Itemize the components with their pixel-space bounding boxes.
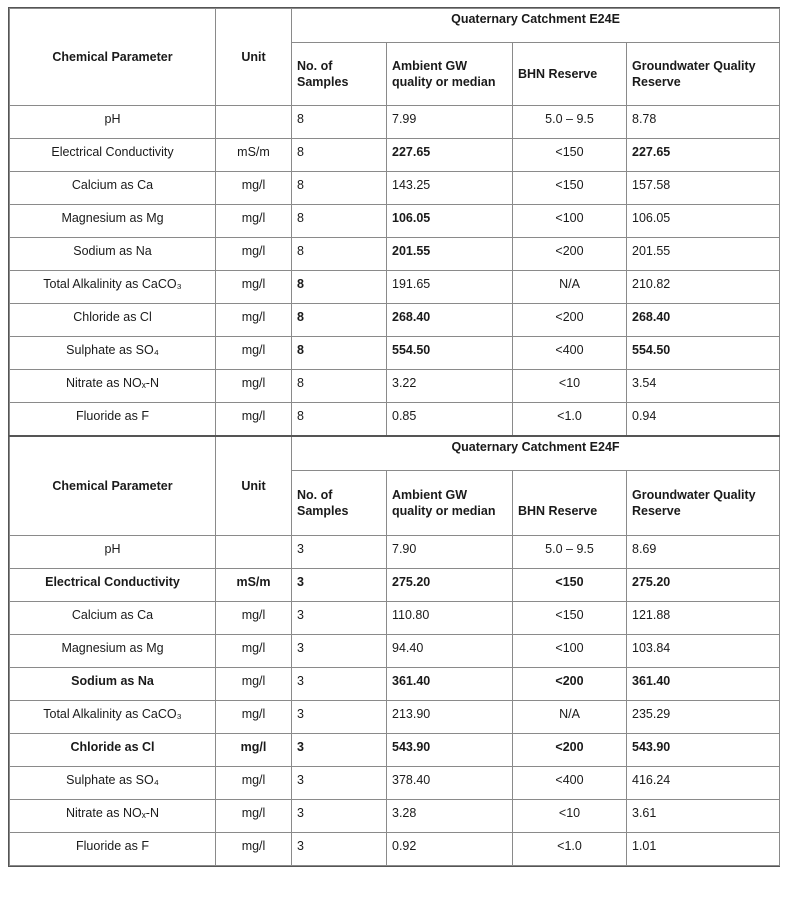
cell-ambient: 7.90 [387, 536, 513, 569]
cell-bhn: <100 [513, 635, 627, 668]
column-header-ambient: Ambient GW quality or median [387, 43, 513, 106]
cell-bhn: <1.0 [513, 833, 627, 866]
cell-samples: 3 [292, 536, 387, 569]
cell-bhn: <1.0 [513, 403, 627, 437]
table-row [10, 337, 780, 370]
cell-samples: 3 [292, 767, 387, 800]
cell-unit: mg/l [216, 304, 292, 337]
cell-ambient: 275.20 [387, 569, 513, 602]
cell-parameter: Magnesium as Mg [10, 205, 216, 238]
cell-parameter: Total Alkalinity as CaCO₃ [10, 271, 216, 304]
cell-parameter: Chloride as Cl [10, 734, 216, 767]
cell-parameter: Nitrate as NOₓ-N [10, 800, 216, 833]
column-header-bhn: BHN Reserve [513, 43, 627, 106]
cell-gwq: 0.94 [627, 403, 780, 437]
table-row [10, 602, 780, 635]
cell-samples: 8 [292, 106, 387, 139]
table-row [10, 205, 780, 238]
cell-bhn: <10 [513, 370, 627, 403]
table-row [10, 238, 780, 271]
cell-gwq: 543.90 [627, 734, 780, 767]
cell-unit: mg/l [216, 602, 292, 635]
cell-gwq: 361.40 [627, 668, 780, 701]
cell-unit: mg/l [216, 205, 292, 238]
cell-unit: mS/m [216, 569, 292, 602]
cell-bhn: <200 [513, 304, 627, 337]
cell-bhn: <150 [513, 602, 627, 635]
table-row [10, 304, 780, 337]
cell-unit: mg/l [216, 734, 292, 767]
cell-ambient: 554.50 [387, 337, 513, 370]
cell-parameter: Total Alkalinity as CaCO₃ [10, 701, 216, 734]
cell-parameter: Electrical Conductivity [10, 139, 216, 172]
cell-parameter: pH [10, 536, 216, 569]
cell-bhn: <100 [513, 205, 627, 238]
cell-gwq: 201.55 [627, 238, 780, 271]
cell-ambient: 3.28 [387, 800, 513, 833]
table-row [10, 833, 780, 866]
cell-ambient: 94.40 [387, 635, 513, 668]
column-header-parameter: Chemical Parameter [10, 436, 216, 536]
cell-unit [216, 106, 292, 139]
catchment-title: Quaternary Catchment E24E [292, 9, 780, 43]
cell-unit: mg/l [216, 172, 292, 205]
cell-ambient: 7.99 [387, 106, 513, 139]
column-header-ambient: Ambient GW quality or median [387, 471, 513, 536]
cell-parameter: Sulphate as SO₄ [10, 337, 216, 370]
cell-samples: 8 [292, 172, 387, 205]
cell-gwq: 157.58 [627, 172, 780, 205]
cell-bhn: 5.0 – 9.5 [513, 106, 627, 139]
cell-gwq: 3.61 [627, 800, 780, 833]
cell-ambient: 0.92 [387, 833, 513, 866]
cell-parameter: Chloride as Cl [10, 304, 216, 337]
water-quality-table [9, 8, 780, 866]
cell-samples: 3 [292, 602, 387, 635]
cell-ambient: 213.90 [387, 701, 513, 734]
cell-samples: 8 [292, 370, 387, 403]
cell-ambient: 201.55 [387, 238, 513, 271]
cell-gwq: 106.05 [627, 205, 780, 238]
cell-unit: mg/l [216, 238, 292, 271]
table-row [10, 569, 780, 602]
water-quality-table-container [8, 7, 780, 867]
table-row [10, 172, 780, 205]
cell-unit: mg/l [216, 701, 292, 734]
section-header-row [10, 436, 780, 471]
column-header-unit: Unit [216, 9, 292, 106]
cell-bhn: N/A [513, 701, 627, 734]
cell-unit: mg/l [216, 767, 292, 800]
cell-gwq: 8.69 [627, 536, 780, 569]
cell-bhn: <200 [513, 238, 627, 271]
cell-unit: mg/l [216, 337, 292, 370]
table-row [10, 800, 780, 833]
cell-ambient: 3.22 [387, 370, 513, 403]
cell-ambient: 143.25 [387, 172, 513, 205]
cell-ambient: 378.40 [387, 767, 513, 800]
cell-unit: mS/m [216, 139, 292, 172]
cell-samples: 8 [292, 139, 387, 172]
cell-gwq: 227.65 [627, 139, 780, 172]
column-header-samples: No. of Samples [292, 471, 387, 536]
catchment-title: Quaternary Catchment E24F [292, 436, 780, 471]
table-row [10, 701, 780, 734]
cell-parameter: Magnesium as Mg [10, 635, 216, 668]
cell-unit: mg/l [216, 271, 292, 304]
column-header-unit: Unit [216, 436, 292, 536]
cell-samples: 8 [292, 271, 387, 304]
table-row [10, 106, 780, 139]
table-row [10, 536, 780, 569]
cell-samples: 8 [292, 304, 387, 337]
table-row [10, 403, 780, 437]
table-row [10, 635, 780, 668]
cell-bhn: <200 [513, 734, 627, 767]
cell-parameter: Sodium as Na [10, 238, 216, 271]
cell-samples: 3 [292, 635, 387, 668]
cell-bhn: <150 [513, 172, 627, 205]
cell-samples: 8 [292, 337, 387, 370]
cell-bhn: 5.0 – 9.5 [513, 536, 627, 569]
cell-parameter: Fluoride as F [10, 833, 216, 866]
cell-parameter: Nitrate as NOₓ-N [10, 370, 216, 403]
cell-parameter: Sulphate as SO₄ [10, 767, 216, 800]
cell-gwq: 235.29 [627, 701, 780, 734]
cell-parameter: Fluoride as F [10, 403, 216, 437]
column-header-parameter: Chemical Parameter [10, 9, 216, 106]
cell-gwq: 210.82 [627, 271, 780, 304]
cell-ambient: 227.65 [387, 139, 513, 172]
cell-ambient: 0.85 [387, 403, 513, 437]
cell-ambient: 106.05 [387, 205, 513, 238]
cell-samples: 3 [292, 569, 387, 602]
cell-unit: mg/l [216, 800, 292, 833]
cell-bhn: <400 [513, 337, 627, 370]
cell-bhn: <400 [513, 767, 627, 800]
cell-unit: mg/l [216, 833, 292, 866]
cell-samples: 3 [292, 734, 387, 767]
cell-parameter: Electrical Conductivity [10, 569, 216, 602]
cell-samples: 3 [292, 800, 387, 833]
table-row [10, 370, 780, 403]
cell-ambient: 268.40 [387, 304, 513, 337]
table-row [10, 668, 780, 701]
table-row [10, 767, 780, 800]
cell-unit: mg/l [216, 668, 292, 701]
cell-gwq: 121.88 [627, 602, 780, 635]
table-row [10, 139, 780, 172]
table-row [10, 271, 780, 304]
cell-samples: 8 [292, 238, 387, 271]
cell-bhn: <10 [513, 800, 627, 833]
cell-unit: mg/l [216, 403, 292, 437]
column-header-gwq: Groundwater Quality Reserve [627, 471, 780, 536]
cell-gwq: 416.24 [627, 767, 780, 800]
cell-ambient: 361.40 [387, 668, 513, 701]
cell-samples: 3 [292, 701, 387, 734]
cell-ambient: 191.65 [387, 271, 513, 304]
cell-gwq: 554.50 [627, 337, 780, 370]
cell-unit [216, 536, 292, 569]
column-header-bhn: BHN Reserve [513, 471, 627, 536]
column-header-samples: No. of Samples [292, 43, 387, 106]
cell-unit: mg/l [216, 635, 292, 668]
cell-ambient: 543.90 [387, 734, 513, 767]
cell-samples: 8 [292, 205, 387, 238]
section-header-row [10, 9, 780, 43]
cell-parameter: Sodium as Na [10, 668, 216, 701]
cell-gwq: 8.78 [627, 106, 780, 139]
cell-gwq: 1.01 [627, 833, 780, 866]
cell-gwq: 3.54 [627, 370, 780, 403]
cell-samples: 8 [292, 403, 387, 437]
cell-bhn: <150 [513, 139, 627, 172]
cell-samples: 3 [292, 833, 387, 866]
cell-gwq: 268.40 [627, 304, 780, 337]
cell-parameter: pH [10, 106, 216, 139]
cell-samples: 3 [292, 668, 387, 701]
table-row [10, 734, 780, 767]
cell-unit: mg/l [216, 370, 292, 403]
column-header-gwq: Groundwater Quality Reserve [627, 43, 780, 106]
cell-parameter: Calcium as Ca [10, 602, 216, 635]
cell-bhn: <150 [513, 569, 627, 602]
cell-gwq: 103.84 [627, 635, 780, 668]
cell-parameter: Calcium as Ca [10, 172, 216, 205]
cell-bhn: <200 [513, 668, 627, 701]
cell-gwq: 275.20 [627, 569, 780, 602]
cell-bhn: N/A [513, 271, 627, 304]
cell-ambient: 110.80 [387, 602, 513, 635]
